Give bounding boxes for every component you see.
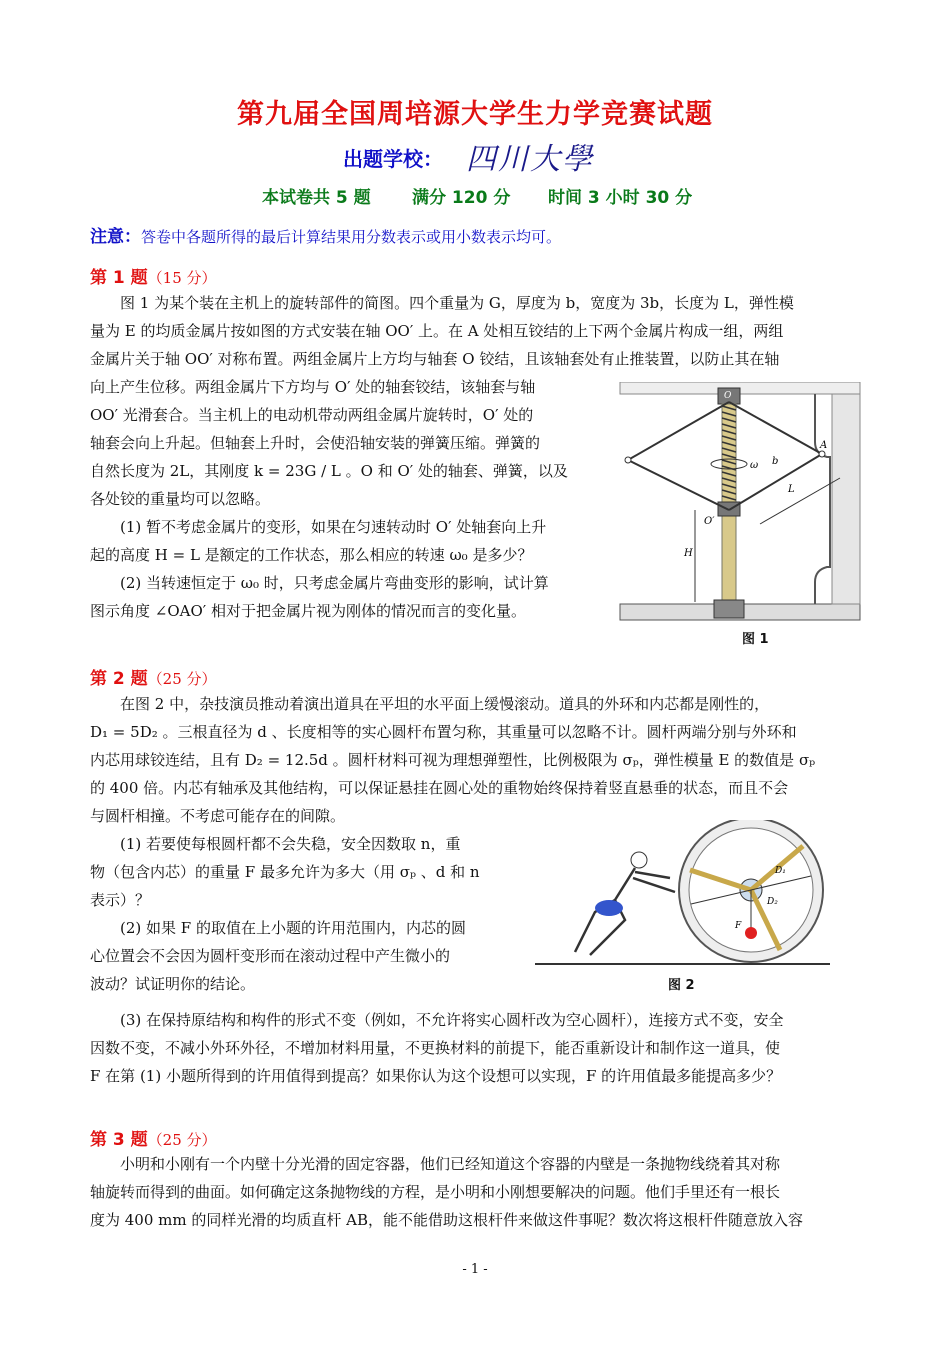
fig2-acrobat-body — [575, 868, 675, 955]
q1-body-wrap — [90, 373, 600, 625]
fig1-label-L: L — [788, 484, 795, 495]
q1-body-full — [90, 289, 860, 373]
q1-line: 自然长度为 2L，其刚度 k = 23G / L 。O 和 O′ 处的轴套、弹簧，以及 — [90, 462, 568, 480]
q3-line: 度为 400 mm 的同样光滑的均质直杆 AB，能不能借助这根杆件来做这件事呢？数次将这根杆件随意放入容 — [90, 1211, 804, 1229]
figure-1 — [610, 382, 870, 627]
fig1-label-omega: ω — [750, 460, 759, 471]
q2-line: 心位置会不会因为圆杆变形而在滚动过程中产生微小的 — [90, 947, 451, 965]
q1-line: OO′ 光滑套合。当主机上的电动机带动两组金属片旋转时，O′ 处的 — [90, 406, 534, 424]
q1-head: 第 1 题 — [90, 268, 148, 288]
school-logo-text: 四川大學 — [466, 142, 594, 177]
page-number: - 1 - — [462, 1262, 488, 1277]
q1-line: 金属片关于轴 OO′ 对称布置。两组金属片上方均与轴套 O 铰结，且该轴套处有止推装置，以防止其在轴 — [90, 350, 780, 368]
q1-heading — [90, 263, 217, 288]
q3-line: 小明和小刚有一个内壁十分光滑的固定容器，他们已经知道这个容器的内壁是一条抛物线绕着其对称 — [120, 1155, 781, 1173]
q3-head: 第 3 题 — [90, 1130, 148, 1150]
school-label: 出题学校： — [343, 147, 443, 171]
fig2-label-D2: D₂ — [767, 897, 778, 907]
q2-line: (1) 若要使每根圆杆都不会失稳，安全因数取 n，重 — [120, 835, 461, 853]
q2-body-full — [90, 690, 860, 830]
q2-body-tail — [90, 1006, 860, 1090]
q1-line: 起的高度 H = L 是额定的工作状态，那么相应的转速 ω₀ 是多少？ — [90, 546, 533, 564]
fig1-label-H: H — [684, 548, 693, 559]
figure-2 — [535, 820, 835, 975]
fig1-label-O2: O′ — [704, 516, 715, 527]
q2-line: D₁ = 5D₂ 。三根直径为 d 、长度相等的实心圆杆布置匀称，其重量可以忽略不计。圆杆两端分别与外环和 — [90, 723, 797, 741]
fig1-label-A: A — [820, 440, 828, 451]
fig1-plate-left-bottom — [628, 460, 729, 510]
q3-line: 轴旋转而得到的曲面。如何确定这条抛物线的方程，是小明和小刚想要解决的问题。他们手里还有一根长 — [90, 1183, 781, 1201]
fig2-label-D1: D₁ — [775, 866, 786, 876]
fig1-label-O: O — [724, 391, 732, 401]
meta-time: 时间 3 小时 30 分 — [548, 188, 693, 208]
q2-head: 第 2 题 — [90, 669, 148, 689]
q1-points: （15 分） — [147, 269, 217, 287]
fig2-label-F: F — [735, 921, 742, 931]
fig1-plate-left-top — [628, 402, 729, 460]
fig2-acrobat-shorts — [595, 900, 623, 916]
figure-2-caption: 图 2 — [668, 978, 695, 993]
q1-line: 量为 E 的均质金属片按如图的方式安装在轴 OO′ 上。在 A 处相互铰结的上下两个金属片构成一组，两组 — [90, 322, 784, 340]
fig1-plate-right-top — [729, 402, 822, 454]
q2-line: 在图 2 中，杂技演员推动着演出道具在平坦的水平面上缓慢滚动。道具的外环和内芯都是刚性的， — [120, 695, 770, 713]
q2-body-wrap — [90, 830, 510, 998]
q2-line: 内芯用球铰连结，且有 D₂ = 12.5d 。圆杆材料可视为理想弹塑性，比例极限为 σₚ，弹性模量 E 的数值是 σₚ — [90, 751, 816, 769]
q1-line: 各处铰的重量均可以忽略。 — [90, 490, 271, 508]
fig1-bottom-bushing — [714, 600, 744, 618]
q2-line: 表示）？ — [90, 891, 151, 909]
q2-heading — [90, 664, 217, 689]
q2-line: F 在第 (1) 小题所得到的许用值得到提高？如果你认为这个设想可以实现，F 的许用值最多能提高多少？ — [90, 1067, 782, 1085]
q3-points: （25 分） — [147, 1131, 217, 1149]
q1-line: 向上产生位移。两组金属片下方均与 O′ 处的轴套铰结，该轴套与轴 — [90, 378, 536, 396]
q2-line: 的 400 倍。内芯有轴承及其他结构，可以保证悬挂在圆心处的重物始终保持着竖直悬垂的状态，而且不会 — [90, 779, 789, 797]
q2-line: 因数不变，不减小外环外径，不增加材料用量，不更换材料的前提下，能否重新设计和制作这一道具，使 — [90, 1039, 781, 1057]
q1-line: (1) 暂不考虑金属片的变形，如果在匀速转动时 O′ 处轴套向上升 — [120, 518, 547, 536]
q2-line: 与圆杆相撞。不考虑可能存在的间隙。 — [90, 807, 346, 825]
fig2-acrobat-head — [631, 852, 647, 868]
q2-line: 物（包含内芯）的重量 F 最多允许为多大（用 σₚ 、d 和 n — [90, 863, 480, 881]
note — [90, 222, 561, 247]
note-text: 答卷中各题所得的最后计算结果用分数表示或用小数表示均可。 — [141, 228, 562, 246]
fig1-hinge-left — [625, 457, 631, 463]
note-label: 注意： — [90, 227, 141, 247]
q1-line: 图示角度 ∠OAO′ 相对于把金属片视为刚体的情况而言的变化量。 — [90, 602, 526, 620]
q2-line: (2) 如果 F 的取值在上小题的许用范围内，内芯的圆 — [120, 919, 466, 937]
meta-score: 满分 120 分 — [412, 188, 511, 208]
fig1-wall — [832, 394, 860, 604]
q2-line: (3) 在保持原结构和构件的形式不变（例如，不允许将实心圆杆改为空心圆杆），连接方式不变，安全 — [120, 1011, 784, 1029]
q1-line: (2) 当转速恒定于 ω₀ 时，只考虑金属片弯曲变形的影响，试计算 — [120, 574, 549, 592]
q1-line: 图 1 为某个装在主机上的旋转部件的简图。四个重量为 G，厚度为 b，宽度为 3b，长度为 L，弹性模 — [120, 294, 794, 312]
q3-heading — [90, 1125, 217, 1150]
q2-line: 波动？试证明你的结论。 — [90, 975, 256, 993]
page-title: 第九届全国周培源大学生力学竞赛试题 — [237, 99, 713, 130]
meta-count: 本试卷共 5 题 — [262, 188, 371, 208]
fig1-label-b: b — [772, 456, 779, 467]
q1-line: 轴套会向上升起。但轴套上升时，会使沿轴安装的弹簧压缩。弹簧的 — [90, 434, 541, 452]
figure-1-caption: 图 1 — [742, 632, 769, 647]
q2-points: （25 分） — [147, 670, 217, 688]
fig2-weight — [745, 927, 757, 939]
q3-body — [90, 1150, 860, 1234]
fig1-hinge-A — [819, 451, 825, 457]
fig1-housing — [815, 394, 830, 604]
